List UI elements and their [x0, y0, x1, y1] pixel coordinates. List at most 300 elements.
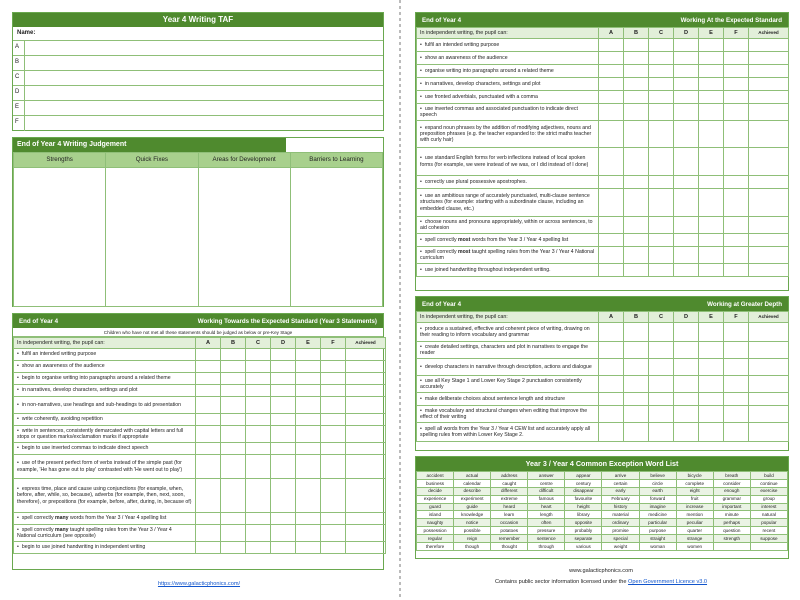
- tick-cell[interactable]: [649, 189, 674, 217]
- tick-cell[interactable]: [296, 414, 321, 426]
- tick-cell[interactable]: [749, 189, 789, 217]
- tick-cell[interactable]: [296, 373, 321, 385]
- tick-cell[interactable]: [271, 426, 296, 443]
- tick-cell[interactable]: [196, 455, 221, 479]
- tick-cell[interactable]: [196, 361, 221, 373]
- tick-cell[interactable]: [599, 234, 624, 247]
- word-cell: experience: [417, 495, 454, 503]
- tick-cell[interactable]: [674, 148, 699, 176]
- tick-cell[interactable]: [599, 264, 624, 277]
- tick-cell[interactable]: [624, 91, 649, 104]
- taf-row-input[interactable]: [25, 116, 383, 131]
- word-cell: naughty: [417, 519, 454, 527]
- tick-cell[interactable]: [346, 385, 386, 397]
- tick-cell[interactable]: [699, 423, 724, 442]
- tick-cell[interactable]: [624, 148, 649, 176]
- tick-cell[interactable]: [221, 455, 246, 479]
- tick-cell[interactable]: [724, 52, 749, 65]
- tick-cell[interactable]: [624, 247, 649, 264]
- tick-cell[interactable]: [674, 264, 699, 277]
- tick-cell[interactable]: [699, 65, 724, 78]
- licence-link[interactable]: Open Government Licence v3.0: [628, 579, 708, 585]
- tick-cell[interactable]: [296, 397, 321, 414]
- tick-cell[interactable]: [699, 78, 724, 91]
- tick-cell[interactable]: [346, 479, 386, 513]
- tick-cell[interactable]: [724, 39, 749, 52]
- tick-cell[interactable]: [271, 455, 296, 479]
- tick-cell[interactable]: [749, 91, 789, 104]
- areas-cell[interactable]: [198, 168, 290, 307]
- tick-cell[interactable]: [674, 78, 699, 91]
- tick-cell[interactable]: [749, 323, 789, 342]
- tick-cell[interactable]: [649, 65, 674, 78]
- left-footer-link[interactable]: https://www.galacticphonics.com/: [157, 581, 241, 587]
- tick-cell[interactable]: [749, 342, 789, 359]
- tick-cell[interactable]: [724, 423, 749, 442]
- tick-cell[interactable]: [674, 423, 699, 442]
- tick-cell[interactable]: [221, 426, 246, 443]
- word-cell: appear: [565, 472, 602, 480]
- tick-cell[interactable]: [724, 323, 749, 342]
- left-footer: [0, 581, 398, 587]
- word-cell: often: [528, 519, 565, 527]
- taf-row[interactable]: [13, 101, 383, 116]
- statement-label: • produce a sustained, effective and coherent piece of writing, drawing on their reading to inform vocabulary and grammar: [420, 326, 590, 338]
- tick-cell[interactable]: [649, 247, 674, 264]
- word-cell: history: [602, 503, 639, 511]
- tick-cell[interactable]: [196, 443, 221, 455]
- tick-cell[interactable]: [674, 65, 699, 78]
- tick-cell[interactable]: [624, 176, 649, 189]
- tick-cell[interactable]: [749, 393, 789, 406]
- tick-cell[interactable]: [699, 234, 724, 247]
- tick-cell[interactable]: [724, 376, 749, 393]
- depth-right-title: Working at Greater Depth: [707, 300, 782, 308]
- tick-cell[interactable]: [296, 349, 321, 361]
- tick-cell[interactable]: [346, 414, 386, 426]
- tick-cell[interactable]: [699, 39, 724, 52]
- tick-cell[interactable]: [724, 104, 749, 121]
- tick-cell[interactable]: [724, 264, 749, 277]
- tick-cell[interactable]: [749, 78, 789, 91]
- barriers-cell[interactable]: [290, 168, 382, 307]
- tick-cell[interactable]: [724, 342, 749, 359]
- taf-row[interactable]: [13, 86, 383, 101]
- tick-cell[interactable]: [624, 359, 649, 376]
- tick-cell[interactable]: [296, 525, 321, 542]
- word-cell: though: [454, 543, 491, 551]
- word-cell: heard: [491, 503, 528, 511]
- statement-row: [417, 217, 789, 234]
- taf-row[interactable]: [13, 41, 383, 56]
- tick-cell[interactable]: [196, 426, 221, 443]
- tick-cell[interactable]: [624, 78, 649, 91]
- tick-cell[interactable]: [624, 189, 649, 217]
- tick-cell[interactable]: [599, 217, 624, 234]
- tick-cell[interactable]: [724, 78, 749, 91]
- tick-cell[interactable]: [321, 513, 346, 525]
- tick-cell[interactable]: [346, 513, 386, 525]
- tick-cell[interactable]: [749, 406, 789, 423]
- tick-cell[interactable]: [599, 91, 624, 104]
- tick-cell[interactable]: [749, 234, 789, 247]
- strengths-cell[interactable]: [14, 168, 106, 307]
- tick-cell[interactable]: [246, 361, 271, 373]
- tick-cell[interactable]: [296, 513, 321, 525]
- tick-cell[interactable]: [649, 148, 674, 176]
- tick-cell[interactable]: [221, 373, 246, 385]
- tick-cell[interactable]: [599, 393, 624, 406]
- tick-cell[interactable]: [649, 423, 674, 442]
- quick-fixes-cell[interactable]: [106, 168, 198, 307]
- tick-cell[interactable]: [624, 376, 649, 393]
- tick-cell[interactable]: [624, 234, 649, 247]
- word-cell: quarter: [676, 527, 713, 535]
- tick-cell[interactable]: [271, 397, 296, 414]
- tick-cell[interactable]: [699, 406, 724, 423]
- tick-cell[interactable]: [749, 423, 789, 442]
- tick-cell[interactable]: [221, 443, 246, 455]
- tick-cell[interactable]: [749, 104, 789, 121]
- tick-cell[interactable]: [749, 39, 789, 52]
- word-cell: describe: [454, 487, 491, 495]
- tick-cell[interactable]: [271, 542, 296, 554]
- tick-cell[interactable]: [346, 397, 386, 414]
- tick-cell[interactable]: [196, 525, 221, 542]
- statement-text: [14, 525, 196, 542]
- tick-cell[interactable]: [674, 91, 699, 104]
- tick-cell[interactable]: [321, 525, 346, 542]
- lead-text: In independent writing, the pupil can:: [14, 338, 196, 349]
- tick-cell[interactable]: [271, 361, 296, 373]
- tick-cell[interactable]: [321, 479, 346, 513]
- tick-cell[interactable]: [346, 426, 386, 443]
- tick-cell[interactable]: [649, 264, 674, 277]
- tick-cell[interactable]: [649, 234, 674, 247]
- tick-cell[interactable]: [246, 349, 271, 361]
- tick-cell[interactable]: [599, 359, 624, 376]
- tick-cell[interactable]: [321, 426, 346, 443]
- tick-cell[interactable]: [674, 247, 699, 264]
- statement-label: • spell correctly most taught spelling rules from the Year 3 / Year 4 National curriculum: [420, 249, 594, 261]
- tick-cell[interactable]: [246, 414, 271, 426]
- tick-cell[interactable]: [674, 323, 699, 342]
- tick-cell[interactable]: [699, 323, 724, 342]
- tick-cell[interactable]: [624, 423, 649, 442]
- tick-cell[interactable]: [271, 525, 296, 542]
- column-heading-e: E: [699, 312, 724, 323]
- tick-cell[interactable]: [699, 376, 724, 393]
- tick-cell[interactable]: [196, 513, 221, 525]
- tick-cell[interactable]: [246, 426, 271, 443]
- tick-cell[interactable]: [724, 91, 749, 104]
- tick-cell[interactable]: [196, 385, 221, 397]
- tick-cell[interactable]: [749, 121, 789, 148]
- tick-cell[interactable]: [624, 342, 649, 359]
- tick-cell[interactable]: [271, 349, 296, 361]
- tick-cell[interactable]: [749, 52, 789, 65]
- tick-cell[interactable]: [649, 342, 674, 359]
- taf-row-input[interactable]: [25, 101, 383, 115]
- tick-cell[interactable]: [699, 247, 724, 264]
- tick-cell[interactable]: [624, 406, 649, 423]
- tick-cell[interactable]: [649, 393, 674, 406]
- tick-cell[interactable]: [599, 376, 624, 393]
- tick-cell[interactable]: [221, 513, 246, 525]
- tick-cell[interactable]: [624, 393, 649, 406]
- tick-cell[interactable]: [624, 39, 649, 52]
- expected-header: [416, 13, 788, 27]
- tick-cell[interactable]: [346, 373, 386, 385]
- tick-cell[interactable]: [724, 359, 749, 376]
- tick-cell[interactable]: [196, 542, 221, 554]
- tick-cell[interactable]: [196, 414, 221, 426]
- tick-cell[interactable]: [296, 542, 321, 554]
- tick-cell[interactable]: [221, 479, 246, 513]
- tick-cell[interactable]: [296, 426, 321, 443]
- tick-cell[interactable]: [599, 423, 624, 442]
- tick-cell[interactable]: [649, 78, 674, 91]
- tick-cell[interactable]: [724, 121, 749, 148]
- tick-cell[interactable]: [749, 148, 789, 176]
- word-cell: guard: [417, 503, 454, 511]
- statement-label: • begin to use joined handwriting in independent writing: [17, 544, 145, 550]
- emphasis: most: [457, 248, 471, 255]
- statement-text: [417, 264, 599, 277]
- tick-cell[interactable]: [674, 342, 699, 359]
- tick-cell[interactable]: [649, 406, 674, 423]
- tick-cell[interactable]: [599, 104, 624, 121]
- tick-cell[interactable]: [724, 148, 749, 176]
- tick-cell[interactable]: [674, 176, 699, 189]
- tick-cell[interactable]: [724, 189, 749, 217]
- tick-cell[interactable]: [674, 52, 699, 65]
- tick-cell[interactable]: [724, 406, 749, 423]
- tick-cell[interactable]: [624, 323, 649, 342]
- tick-cell[interactable]: [221, 361, 246, 373]
- tick-cell[interactable]: [599, 65, 624, 78]
- tick-cell[interactable]: [649, 359, 674, 376]
- tick-cell[interactable]: [649, 91, 674, 104]
- tick-cell[interactable]: [321, 414, 346, 426]
- word-cell: sentence: [528, 535, 565, 543]
- tick-cell[interactable]: [674, 104, 699, 121]
- taf-row-input[interactable]: [25, 41, 383, 55]
- licence-text: Contains public sector information licensed under the: [494, 579, 627, 585]
- tick-cell[interactable]: [624, 104, 649, 121]
- tick-cell[interactable]: [321, 542, 346, 554]
- tick-cell[interactable]: [599, 148, 624, 176]
- tick-cell[interactable]: [196, 349, 221, 361]
- tick-cell[interactable]: [246, 479, 271, 513]
- column-heading-a: A: [599, 28, 624, 39]
- tick-cell[interactable]: [296, 479, 321, 513]
- statement-row: [14, 397, 386, 414]
- tick-cell[interactable]: [724, 217, 749, 234]
- expected-table: [416, 27, 789, 277]
- word-cell: pressure: [528, 527, 565, 535]
- tick-cell[interactable]: [724, 247, 749, 264]
- tick-cell[interactable]: [321, 373, 346, 385]
- taf-rows: [13, 41, 383, 131]
- tick-cell[interactable]: [699, 121, 724, 148]
- tick-cell[interactable]: [246, 542, 271, 554]
- tick-cell[interactable]: [749, 359, 789, 376]
- tick-cell[interactable]: [749, 65, 789, 78]
- tick-cell[interactable]: [221, 525, 246, 542]
- tick-cell[interactable]: [599, 247, 624, 264]
- tick-cell[interactable]: [246, 455, 271, 479]
- tick-cell[interactable]: [674, 189, 699, 217]
- statement-label: • use of the present perfect form of verbs instead of the simple past (for example, 'He has gone out to play' contrasted with 'He went out to play'): [17, 460, 182, 472]
- tick-cell[interactable]: [674, 393, 699, 406]
- tick-cell[interactable]: [649, 104, 674, 121]
- tick-cell[interactable]: [649, 376, 674, 393]
- tick-cell[interactable]: [346, 443, 386, 455]
- tick-cell[interactable]: [624, 264, 649, 277]
- tick-cell[interactable]: [624, 121, 649, 148]
- tick-cell[interactable]: [346, 455, 386, 479]
- right-footer-link[interactable]: www.galacticphonics.com: [569, 568, 633, 574]
- taf-row-label: E: [13, 101, 25, 115]
- tick-cell[interactable]: [321, 385, 346, 397]
- tick-cell[interactable]: [699, 189, 724, 217]
- tick-cell[interactable]: [221, 397, 246, 414]
- tick-cell[interactable]: [321, 349, 346, 361]
- tick-cell[interactable]: [699, 176, 724, 189]
- word-cell: centre: [528, 479, 565, 487]
- tick-cell[interactable]: [724, 234, 749, 247]
- tick-cell[interactable]: [699, 148, 724, 176]
- tick-cell[interactable]: [599, 176, 624, 189]
- tick-cell[interactable]: [221, 349, 246, 361]
- tick-cell[interactable]: [599, 78, 624, 91]
- tick-cell[interactable]: [674, 121, 699, 148]
- tick-cell[interactable]: [271, 414, 296, 426]
- tick-cell[interactable]: [699, 393, 724, 406]
- tick-cell[interactable]: [674, 39, 699, 52]
- word-cell: eight: [676, 487, 713, 495]
- statement-row: [417, 148, 789, 176]
- taf-row-input[interactable]: [25, 86, 383, 100]
- tick-cell[interactable]: [674, 217, 699, 234]
- tick-cell[interactable]: [699, 104, 724, 121]
- tick-cell[interactable]: [649, 176, 674, 189]
- tick-cell[interactable]: [699, 342, 724, 359]
- tick-cell[interactable]: [699, 91, 724, 104]
- tick-cell[interactable]: [649, 217, 674, 234]
- tick-cell[interactable]: [599, 406, 624, 423]
- tick-cell[interactable]: [699, 264, 724, 277]
- tick-cell[interactable]: [321, 397, 346, 414]
- tick-cell[interactable]: [749, 376, 789, 393]
- tick-cell[interactable]: [346, 542, 386, 554]
- tick-cell[interactable]: [599, 323, 624, 342]
- tick-cell[interactable]: [271, 373, 296, 385]
- tick-cell[interactable]: [674, 406, 699, 423]
- statement-label: • in narratives, develop characters, settings and plot: [420, 81, 540, 87]
- tick-cell[interactable]: [271, 385, 296, 397]
- statement-row: [417, 247, 789, 264]
- tick-cell[interactable]: [624, 217, 649, 234]
- tick-cell[interactable]: [246, 513, 271, 525]
- tick-cell[interactable]: [749, 264, 789, 277]
- words-table: [416, 471, 788, 551]
- tick-cell[interactable]: [724, 176, 749, 189]
- word-cell: earth: [639, 487, 676, 495]
- name-label: Name:: [13, 27, 383, 41]
- tick-cell[interactable]: [599, 39, 624, 52]
- tick-cell[interactable]: [321, 455, 346, 479]
- tick-cell[interactable]: [321, 361, 346, 373]
- tick-cell[interactable]: [649, 323, 674, 342]
- tick-cell[interactable]: [296, 455, 321, 479]
- tick-cell[interactable]: [196, 397, 221, 414]
- tick-cell[interactable]: [624, 52, 649, 65]
- tick-cell[interactable]: [674, 234, 699, 247]
- tick-cell[interactable]: [271, 513, 296, 525]
- tick-cell[interactable]: [724, 65, 749, 78]
- tick-cell[interactable]: [246, 373, 271, 385]
- statement-label: • use an ambitious range of accurately punctuated, multi-clause sentence structures (for example: starting with a subordinate clause, including an embedded clause, etc.): [420, 193, 590, 211]
- taf-row-input[interactable]: [25, 71, 383, 85]
- tick-cell[interactable]: [296, 443, 321, 455]
- tick-cell[interactable]: [196, 373, 221, 385]
- tick-cell[interactable]: [271, 479, 296, 513]
- tick-cell[interactable]: [749, 176, 789, 189]
- tick-cell[interactable]: [296, 385, 321, 397]
- tick-cell[interactable]: [246, 385, 271, 397]
- tick-cell[interactable]: [246, 397, 271, 414]
- tick-cell[interactable]: [221, 414, 246, 426]
- tick-cell[interactable]: [196, 479, 221, 513]
- tick-cell[interactable]: [749, 247, 789, 264]
- statement-text: [417, 78, 599, 91]
- tick-cell[interactable]: [599, 121, 624, 148]
- tick-cell[interactable]: [599, 189, 624, 217]
- tick-cell[interactable]: [674, 376, 699, 393]
- tick-cell[interactable]: [674, 359, 699, 376]
- tick-cell[interactable]: [296, 361, 321, 373]
- tick-cell[interactable]: [599, 342, 624, 359]
- tick-cell[interactable]: [599, 52, 624, 65]
- tick-cell[interactable]: [221, 385, 246, 397]
- tick-cell[interactable]: [246, 525, 271, 542]
- tick-cell[interactable]: [271, 443, 296, 455]
- taf-row[interactable]: [13, 71, 383, 86]
- tick-cell[interactable]: [321, 443, 346, 455]
- tick-cell[interactable]: [624, 65, 649, 78]
- tick-cell[interactable]: [346, 361, 386, 373]
- tick-cell[interactable]: [221, 542, 246, 554]
- taf-row[interactable]: [13, 56, 383, 71]
- taf-row-input[interactable]: [25, 56, 383, 70]
- tick-cell[interactable]: [649, 39, 674, 52]
- tick-cell[interactable]: [649, 52, 674, 65]
- tick-cell[interactable]: [649, 121, 674, 148]
- tick-cell[interactable]: [699, 217, 724, 234]
- statement-row: [14, 349, 386, 361]
- tick-cell[interactable]: [346, 349, 386, 361]
- tick-cell[interactable]: [724, 393, 749, 406]
- tick-cell[interactable]: [699, 359, 724, 376]
- tick-cell[interactable]: [749, 217, 789, 234]
- statement-text: [417, 52, 599, 65]
- taf-row[interactable]: [13, 116, 383, 131]
- tick-cell[interactable]: [699, 52, 724, 65]
- tick-cell[interactable]: [346, 525, 386, 542]
- tick-cell[interactable]: [246, 443, 271, 455]
